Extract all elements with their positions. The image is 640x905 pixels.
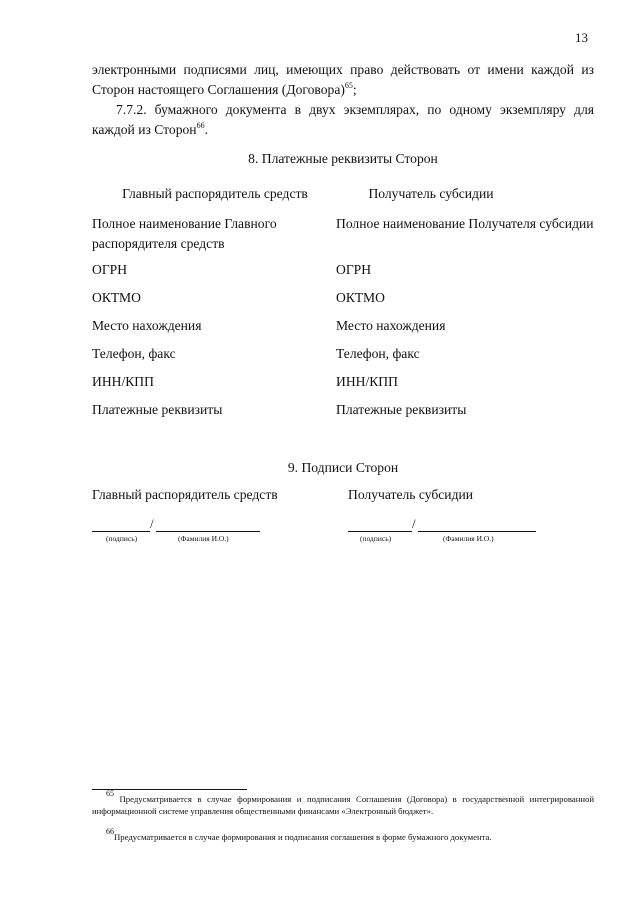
paragraph-text: электронными подписями лиц, имеющих право действовать от имени каждой из Сторон настоящего Соглашения (Договора) [92,62,594,97]
left-row-phone-fax: Телефон, факс [92,346,176,361]
right-row-oktmo: ОКТМО [336,290,385,305]
left-name-caption: (Фамилия И.О.) [178,534,229,543]
left-row-inn-kpp: ИНН/КПП [92,374,154,389]
section-8-title: 8. Платежные реквизиты Сторон [248,151,438,166]
left-signature-caption: (подпись) [106,534,138,543]
footnote-ref-65[interactable]: 65 [344,81,353,90]
left-signature-slash: / [150,516,154,531]
right-signature-caption: (подпись) [360,534,392,543]
paragraph-text: 7.7.2. бумажного документа в двух экземплярах, по одному экземпляру для каждой из Сторон [92,102,594,137]
right-row-ogrn: ОГРН [336,262,372,277]
left-signature-line[interactable] [92,531,150,532]
paragraph-punctuation: ; [352,82,357,97]
left-row-full-name: Полное наименование Главного распорядителя средств [92,216,277,251]
right-column-header: Получатель субсидии [368,186,494,201]
left-name-line[interactable] [156,531,260,532]
footnote-65 [92,789,595,817]
page-number: 13 [575,30,588,45]
paragraph-punctuation: . [204,122,208,137]
footnote-separator [92,789,247,790]
left-row-ogrn: ОГРН [92,262,128,277]
footnote-number: 65 [106,789,114,798]
footnote-number: 66 [106,827,114,836]
right-row-payment-details: Платежные реквизиты [336,402,467,417]
right-row-inn-kpp: ИНН/КПП [336,374,398,389]
left-row-oktmo: ОКТМО [92,290,141,305]
section-9-title: 9. Подписи Сторон [287,460,399,475]
left-row-payment-details: Платежные реквизиты [92,402,223,417]
paragraph-paper-document [92,100,594,140]
right-row-full-name: Полное наименование Получателя субсидии [336,216,594,231]
left-column-header: Главный распорядитель средств [122,186,308,201]
paragraph-electronic-signatures [92,60,594,100]
left-row-location: Место нахождения [92,318,202,333]
footnote-text: Предусматривается в случае формирования и подписания соглашения в форме бумажного документа. [114,832,492,842]
footnote-66 [92,827,594,844]
signature-right-title: Получатель субсидии [348,487,474,502]
footnote-text: Предусматривается в случае формирования и подписания Соглашения (Договора) в государственной интегрированной информационной системе управления общественными финансами «Электронный бюджет». [92,794,595,816]
right-row-location: Место нахождения [336,318,446,333]
signature-left-title: Главный распорядитель средств [92,487,278,502]
right-name-line[interactable] [418,531,536,532]
right-signature-line[interactable] [348,531,412,532]
footnote-ref-66[interactable]: 66 [196,121,205,130]
right-signature-slash: / [412,516,416,531]
right-name-caption: (Фамилия И.О.) [443,534,494,543]
right-row-phone-fax: Телефон, факс [336,346,420,361]
